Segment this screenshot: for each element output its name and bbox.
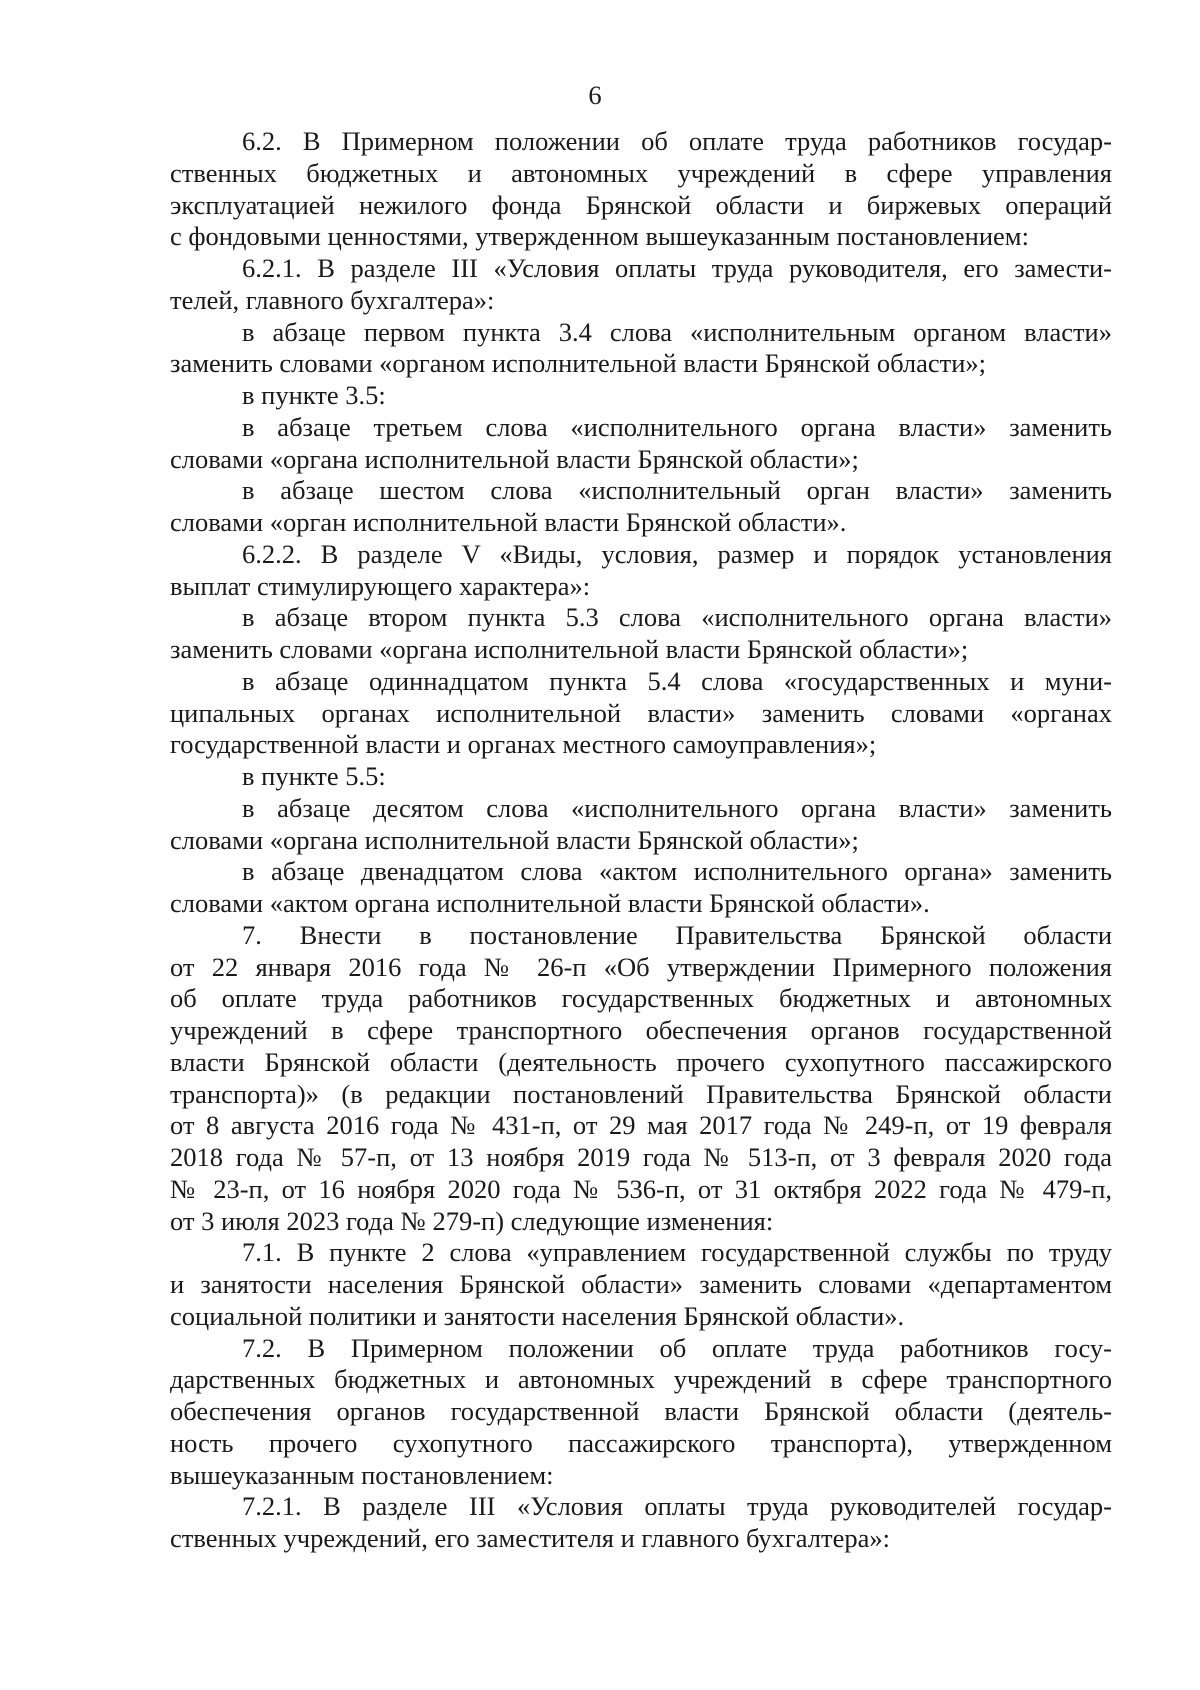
text-line: словами «органа исполнительной власти Брянской области»; [170, 824, 859, 855]
text-line: заменить словами «органом исполнительной власти Брянской области»; [170, 348, 987, 379]
paragraph-first-line: 6.2.2. В разделе V «Виды, условия, размер и порядок установления [242, 538, 1112, 569]
text-line: об оплате труда работников государственных бюджетных и автономных [170, 983, 1112, 1014]
paragraph-first-line: 7.2.1. В разделе III «Условия оплаты труда руководителей государ- [242, 1491, 1112, 1522]
text-line: от 22 января 2016 года № 26-п «Об утверждении Примерного положения [170, 951, 1112, 982]
paragraph-first-line: 7. Внести в постановление Правительства Брянской области [242, 919, 1112, 950]
text-line: ципальных органах исполнительной власти» заменить словами «органах [170, 697, 1112, 728]
paragraph-first-line: в абзаце одиннадцатом пункта 5.4 слова «государственных и муни- [242, 665, 1112, 696]
text-line: ственных бюджетных и автономных учреждений в сфере управления [170, 157, 1112, 188]
text-line: выплат стимулирующего характера»: [170, 570, 591, 601]
page-number: 6 [588, 80, 602, 110]
text-line: и занятости населения Брянской области» заменить словами «департаментом [170, 1269, 1112, 1299]
paragraph-first-line: в абзаце втором пункта 5.3 слова «исполнительного органа власти» [242, 602, 1112, 633]
text-line: от 8 августа 2016 года № 431-п, от 29 мая 2017 года № 249-п, от 19 февраля [170, 1110, 1112, 1141]
paragraph-first-line: в абзаце третьем слова «исполнительного органа власти» заменить [242, 411, 1112, 442]
text-line: власти Брянской области (деятельность прочего сухопутного пассажирского [170, 1046, 1112, 1077]
paragraph-first-line: в абзаце первом пункта 3.4 слова «исполнительным органом власти» [242, 316, 1112, 347]
paragraph-first-line: 7.2. В Примерном положении об оплате труда работников госу- [242, 1332, 1112, 1363]
text-line: вышеуказанным постановлением: [170, 1459, 554, 1490]
text-line: ность прочего сухопутного пассажирского транспорта), утвержденном [170, 1427, 1112, 1458]
text-line: дарственных бюджетных и автономных учреждений в сфере транспортного [170, 1364, 1112, 1395]
text-line: транспорта)» (в редакции постановлений Правительства Брянской области [170, 1078, 1112, 1109]
text-line: № 23-п, от 16 ноября 2020 года № 536-п, от 31 октября 2022 года № 479-п, [170, 1173, 1112, 1204]
text-line: государственной власти и органах местного самоуправления»; [170, 729, 877, 760]
paragraph-first-line: 6.2.1. В разделе III «Условия оплаты труда руководителя, его замести- [242, 253, 1112, 283]
text-line: от 3 июля 2023 года № 279-п) следующие изменения: [170, 1205, 774, 1236]
text-line: учреждений в сфере транспортного обеспечения органов государственной [170, 1015, 1112, 1045]
text-line: заменить словами «органа исполнительной власти Брянской области»; [170, 634, 969, 664]
paragraph-first-line: в абзаце десятом слова «исполнительного органа власти» заменить [242, 792, 1112, 823]
paragraph-first-line: в абзаце шестом слова «исполнительный орган власти» заменить [242, 475, 1112, 506]
text-line: словами «актом органа исполнительной власти Брянской области». [170, 888, 930, 918]
text-line: телей, главного бухгалтера»: [170, 284, 495, 315]
paragraph-first-line: в пункте 5.5: [242, 761, 386, 791]
text-line: социальной политики и занятости населения Брянской области». [170, 1300, 905, 1331]
text-line: ственных учреждений, его заместителя и главного бухгалтера»: [170, 1523, 890, 1553]
text-line: 2018 года № 57-п, от 13 ноября 2019 года № 513-п, от 3 февраля 2020 года [170, 1142, 1112, 1172]
text-line: эксплуатацией нежилого фонда Брянской области и биржевых операций [170, 189, 1112, 220]
text-line: словами «орган исполнительной власти Брянской области». [170, 507, 847, 537]
text-line: с фондовыми ценностями, утвержденном вышеуказанным постановлением: [170, 221, 1029, 252]
paragraph-first-line: в абзаце двенадцатом слова «актом исполнительного органа» заменить [242, 856, 1112, 887]
document-body [170, 126, 1112, 1555]
paragraph-first-line: 6.2. В Примерном положении об оплате труда работников государ- [242, 126, 1112, 156]
paragraph-first-line: в пункте 3.5: [242, 380, 386, 410]
text-line: обеспечения органов государственной власти Брянской области (деятель- [170, 1396, 1112, 1426]
paragraph-first-line: 7.1. В пункте 2 слова «управлением государственной службы по труду [242, 1237, 1112, 1268]
text-line: словами «органа исполнительной власти Брянской области»; [170, 443, 859, 474]
